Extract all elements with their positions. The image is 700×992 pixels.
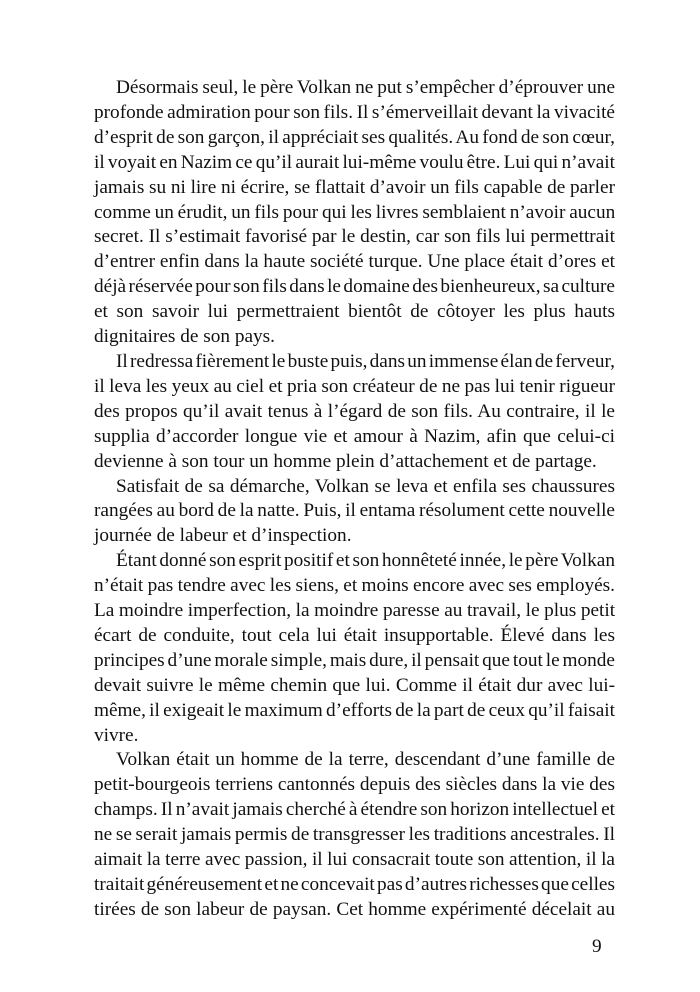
text-line: n’était pas tendre avec les siens, et moins encore avec ses employés. xyxy=(94,575,615,597)
text-line: profonde admiration pour son fils. Il s’émerveillait devant la vivacité xyxy=(94,101,615,123)
text-line: il voyait en Nazim ce qu’il aurait lui-même voulu être. Lui qui n’avait xyxy=(94,151,615,173)
text-line: tirées de son labeur de paysan. Cet homme expérimenté décelait au xyxy=(94,898,615,920)
text-line: il leva les yeux au ciel et pria son créateur de ne pas lui tenir rigueur xyxy=(94,375,615,397)
paragraph xyxy=(94,748,615,922)
text-line: Étant donné son esprit positif et son honnêteté innée, le père Volkan xyxy=(116,550,615,572)
text-line: traitait généreusement et ne concevait pas d’autres richesses que celles xyxy=(94,874,615,895)
paragraph xyxy=(94,76,615,350)
page-number: 9 xyxy=(592,936,602,957)
text-line: supplia d’accorder longue vie et amour à Nazim, afin que celui-ci xyxy=(94,425,615,447)
text-line: petit-bourgeois terriens cantonnés depuis des siècles dans la vie des xyxy=(94,774,615,796)
text-line: Satisfait de sa démarche, Volkan se leva et enfila ses chaussures xyxy=(116,475,615,497)
text-line: journée de labeur et d’inspection. xyxy=(94,525,352,547)
text-line: même, il exigeait le maximum d’efforts de la part de ceux qu’il faisait xyxy=(94,699,615,721)
text-line: champs. Il n’avait jamais cherché à étendre son horizon intellectuel et xyxy=(94,799,615,821)
text-line: et son savoir lui permettraient bientôt de côtoyer les plus hauts xyxy=(94,301,615,323)
text-line: déjà réservée pour son fils dans le domaine des bienheureux, sa culture xyxy=(94,276,615,298)
text-line: Il redressa fièrement le buste puis, dans un immense élan de ferveur, xyxy=(116,350,615,372)
paragraph xyxy=(94,475,615,550)
text-line: rangées au bord de la natte. Puis, il entama résolument cette nouvelle xyxy=(94,500,615,522)
text-line: vivre. xyxy=(94,724,139,746)
text-line: écart de conduite, tout cela lui était insupportable. Élevé dans les xyxy=(94,624,615,646)
text-line: devait suivre le même chemin que lui. Comme il était dur avec lui- xyxy=(94,674,615,696)
paragraph xyxy=(94,350,615,475)
text-line: secret. Il s’estimait favorisé par le destin, car son fils lui permettrait xyxy=(94,226,615,248)
body-text xyxy=(94,76,615,923)
text-line: La moindre imperfection, la moindre paresse au travail, le plus petit xyxy=(94,600,616,622)
text-line: d’esprit de son garçon, il appréciait ses qualités. Au fond de son cœur, xyxy=(94,126,615,148)
text-line: jamais su ni lire ni écrire, se flattait d’avoir un fils capable de parler xyxy=(94,176,615,198)
paragraph xyxy=(94,549,615,748)
text-line: d’entrer enfin dans la haute société turque. Une place était d’ores et xyxy=(94,251,615,273)
text-line: Volkan était un homme de la terre, descendant d’une famille de xyxy=(116,749,615,771)
text-line: principes d’une morale simple, mais dure, il pensait que tout le monde xyxy=(94,649,615,671)
text-line: Désormais seul, le père Volkan ne put s’empêcher d’éprouver une xyxy=(116,77,615,98)
text-line: aimait la terre avec passion, il lui consacrait toute son attention, il la xyxy=(94,849,615,871)
text-line: ne se serait jamais permis de transgresser les traditions ancestrales. Il xyxy=(94,824,615,846)
text-line: dignitaires de son pays. xyxy=(94,326,275,348)
text-line: devienne à son tour un homme plein d’attachement et de partage. xyxy=(94,450,597,472)
text-line: comme un érudit, un fils pour qui les livres semblaient n’avoir aucun xyxy=(94,201,616,223)
text-line: des propos qu’il avait tenus à l’égard de son fils. Au contraire, il le xyxy=(94,400,615,422)
